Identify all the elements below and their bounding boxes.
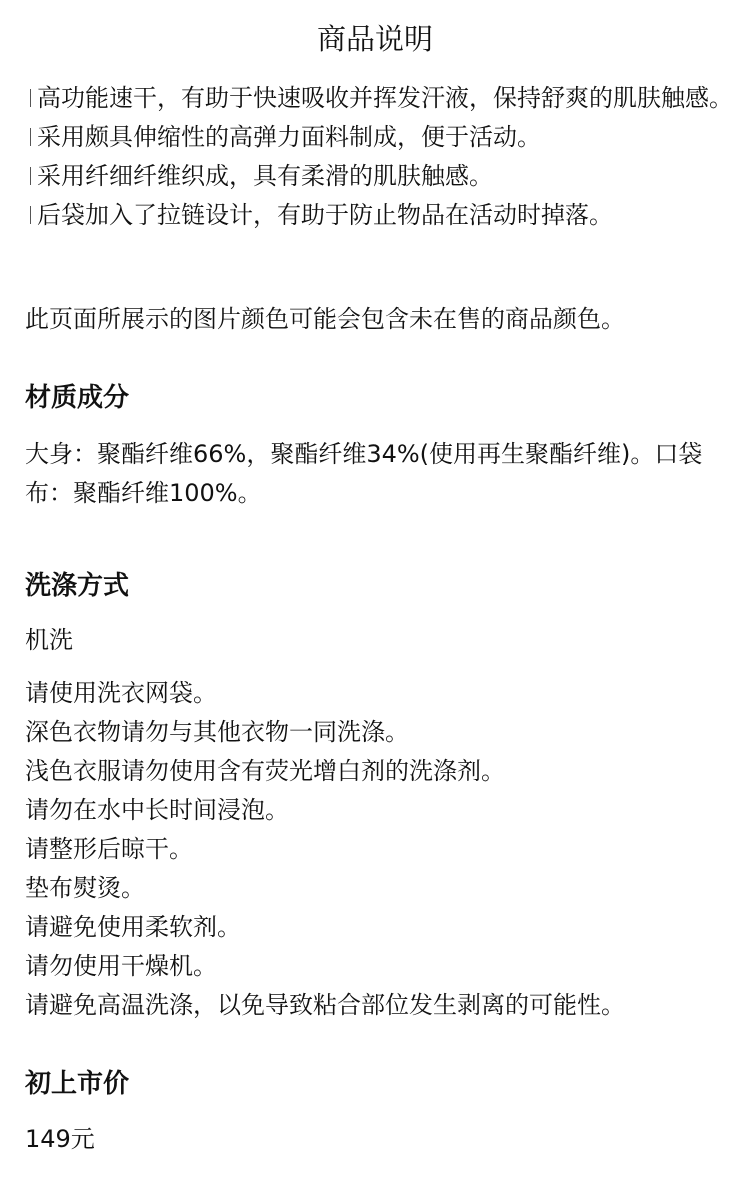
price-heading: 初上市价 xyxy=(25,1069,130,1099)
feature-list xyxy=(25,79,735,235)
feature-text: 后袋加入了拉链设计，有助于防止物品在活动时掉落。 xyxy=(37,201,613,229)
color-notice: 此页面所展示的图片颜色可能会包含未在售的商品颜色。 xyxy=(25,305,625,333)
washing-instruction: 请使用洗衣网袋。 xyxy=(25,679,217,707)
bullet-dash-icon xyxy=(25,196,37,235)
material-text: 大身：聚酯纤维66%，聚酯纤维34%(使用再生聚酯纤维)。口袋布：聚酯纤维100%。 xyxy=(25,440,703,507)
washing-method: 机洗 xyxy=(25,626,73,654)
washing-instruction: 请勿使用干燥机。 xyxy=(25,952,217,980)
washing-instruction: 请整形后晾干。 xyxy=(25,835,193,863)
washing-instruction: 请避免使用柔软剂。 xyxy=(25,913,241,941)
feature-item xyxy=(25,79,735,118)
bullet-dash-icon xyxy=(25,118,37,157)
feature-item xyxy=(25,118,735,157)
feature-item xyxy=(25,196,735,235)
washing-instruction: 请勿在水中长时间浸泡。 xyxy=(25,796,289,824)
feature-item xyxy=(25,157,735,196)
washing-instruction: 深色衣物请勿与其他衣物一同洗涤。 xyxy=(25,718,409,746)
feature-text: 采用纤细纤维织成，具有柔滑的肌肤触感。 xyxy=(37,162,493,190)
washing-instruction: 浅色衣服请勿使用含有荧光增白剂的洗涤剂。 xyxy=(25,757,505,785)
bullet-dash-icon xyxy=(25,79,37,118)
washing-instructions xyxy=(25,674,625,1025)
bullet-dash-icon xyxy=(25,157,37,196)
material-heading: 材质成分 xyxy=(25,383,130,413)
washing-heading: 洗涤方式 xyxy=(25,571,130,601)
page-title: 商品说明 xyxy=(316,22,433,56)
washing-instruction: 垫布熨烫。 xyxy=(25,874,145,902)
feature-text: 高功能速干，有助于快速吸收并挥发汗液，保持舒爽的肌肤触感。 xyxy=(37,84,733,112)
price-value: 149元 xyxy=(25,1125,95,1153)
feature-text: 采用颇具伸缩性的高弹力面料制成，便于活动。 xyxy=(37,123,541,151)
washing-instruction: 请避免高温洗涤，以免导致粘合部位发生剥离的可能性。 xyxy=(25,991,625,1019)
